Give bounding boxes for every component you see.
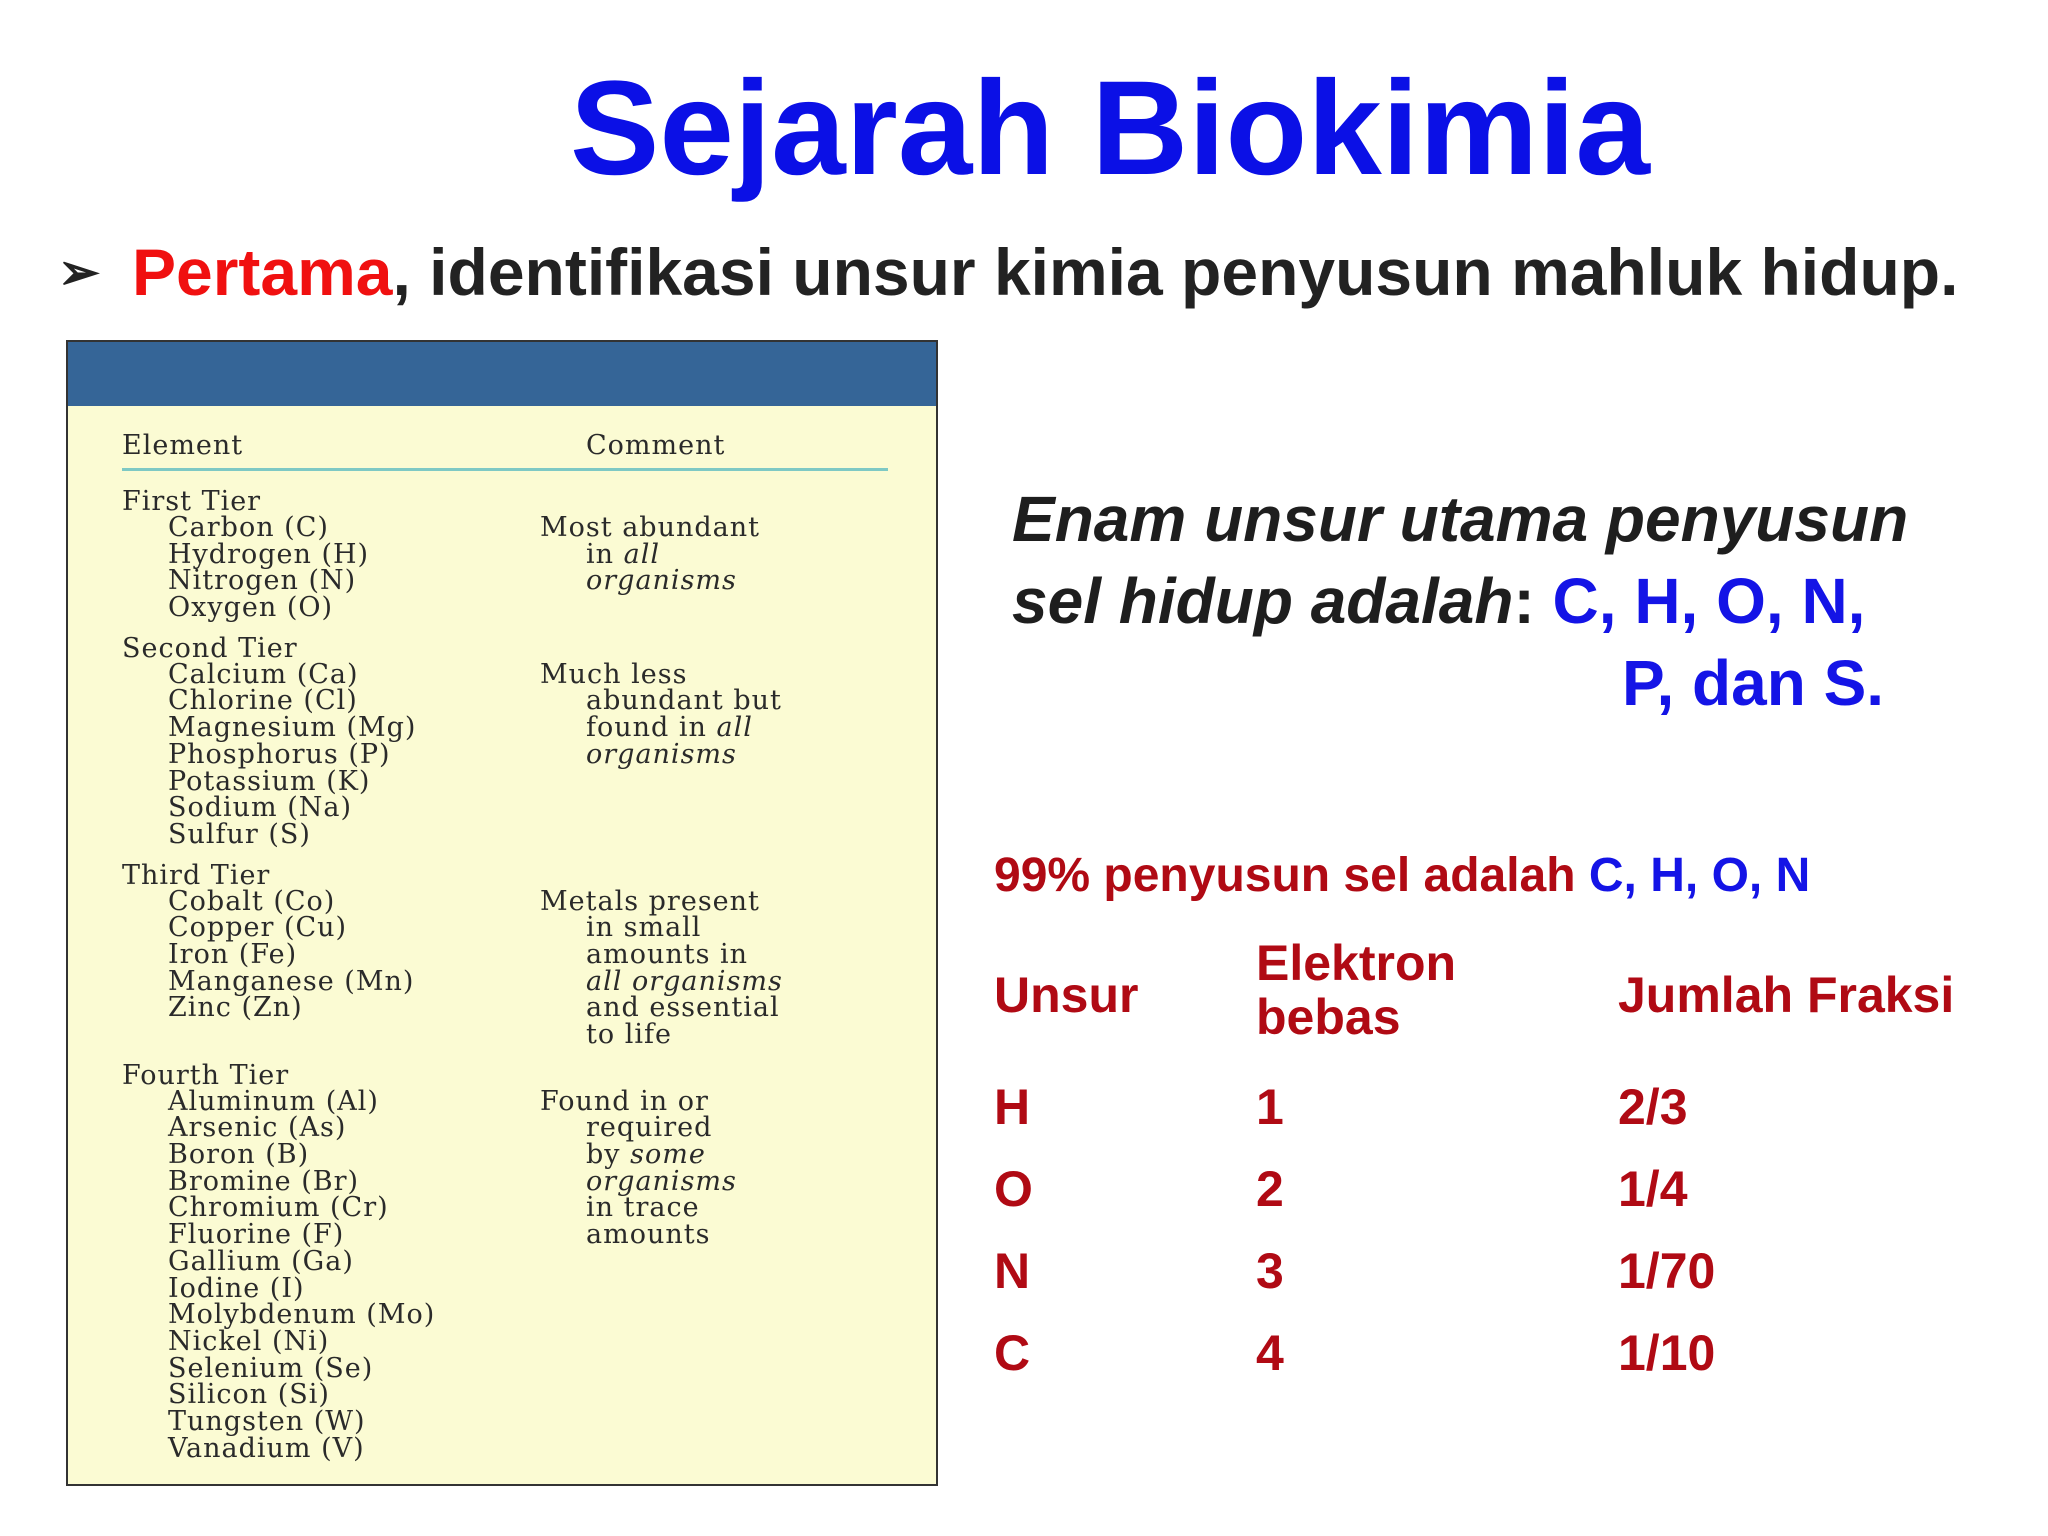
element-entry: Arsenic (As)	[168, 1112, 347, 1144]
element-list-part-2: P, dan S.	[1622, 647, 1885, 719]
comment-line: Much less	[540, 658, 688, 690]
element-entry: Sodium (Na)	[168, 792, 353, 824]
comment-line: organisms	[586, 1165, 737, 1197]
element-entry: Nickel (Ni)	[168, 1325, 330, 1357]
bullet-highlight: Pertama	[132, 235, 393, 309]
arrow-bullet-icon: ➢	[58, 244, 100, 300]
fraction-table-body	[994, 1066, 2014, 1394]
cell-unsur: C	[994, 1325, 1031, 1381]
tier-rows	[122, 885, 898, 1050]
element-entry: Hydrogen (H)	[168, 538, 370, 570]
element-entry: Fluorine (F)	[168, 1219, 345, 1251]
element-column	[122, 1085, 540, 1464]
comment-line: all organisms	[586, 965, 783, 997]
tier-rows	[122, 1085, 898, 1464]
comment-column	[540, 512, 890, 622]
header-unsur: Unsur	[994, 967, 1139, 1023]
element-entry: Iron (Fe)	[168, 938, 298, 970]
cell-unsur: N	[994, 1243, 1031, 1299]
element-entry: Tungsten (W)	[168, 1405, 366, 1437]
element-entry: Selenium (Se)	[168, 1352, 374, 1384]
statement-line-2	[1012, 560, 2012, 642]
tier-block	[122, 486, 898, 624]
tier-block	[122, 1059, 898, 1464]
six-elements-statement	[1012, 478, 2012, 724]
comment-column	[540, 658, 890, 849]
comment-line: Found in or	[540, 1085, 709, 1117]
cell-elektron: 3	[1256, 1243, 1284, 1299]
percent-elements: C, H, O, N	[1588, 849, 1811, 902]
element-entry: Molybdenum (Mo)	[168, 1299, 436, 1331]
bullet-point	[58, 236, 1958, 308]
comment-line: to life	[586, 1019, 672, 1050]
comment-line: organisms	[586, 738, 737, 770]
element-column	[122, 512, 540, 624]
header-rule	[122, 468, 888, 471]
comment-line: organisms	[586, 565, 737, 597]
tier-name: Third Tier	[122, 859, 271, 891]
fraction-table-header	[994, 936, 2014, 1066]
element-entry: Bromine (Br)	[168, 1165, 360, 1197]
element-column	[122, 658, 540, 850]
cell-elektron: 1	[1256, 1079, 1284, 1135]
element-entry: Zinc (Zn)	[168, 992, 303, 1024]
cell-elektron: 4	[1256, 1325, 1284, 1381]
element-entry: Oxygen (O)	[168, 592, 334, 624]
column-header-comment: Comment	[586, 430, 726, 461]
tier-rows	[122, 512, 898, 624]
cell-unsur: H	[994, 1079, 1031, 1135]
comment-line: amounts in	[586, 938, 749, 970]
comment-line: required	[586, 1112, 713, 1144]
tier-name: Second Tier	[122, 632, 298, 664]
element-list-part-1: C, H, O, N,	[1552, 565, 1866, 637]
element-entry: Potassium (K)	[168, 765, 371, 797]
element-entry: Vanadium (V)	[168, 1432, 365, 1464]
comment-line: in trace	[586, 1192, 700, 1224]
statement-line-1: Enam unsur utama penyusun	[1012, 483, 1909, 555]
table-row	[994, 1312, 2014, 1394]
table-column-headers	[122, 430, 898, 466]
element-table-figure	[66, 340, 938, 1486]
statement-italic: sel hidup adalah	[1012, 565, 1514, 637]
header-jumlah-fraksi: Jumlah Fraksi	[1618, 967, 1955, 1023]
comment-line: and essential	[586, 992, 780, 1024]
cell-fraksi: 1/4	[1618, 1161, 1688, 1217]
element-entry: Chromium (Cr)	[168, 1192, 389, 1224]
element-entry: Aluminum (Al)	[168, 1085, 379, 1117]
element-entry: Magnesium (Mg)	[168, 712, 417, 744]
element-entry: Manganese (Mn)	[168, 965, 415, 997]
cell-elektron: 2	[1256, 1161, 1284, 1217]
tier-block	[122, 859, 898, 1050]
cell-fraksi: 1/70	[1618, 1243, 1716, 1299]
comment-line: Most abundant	[540, 512, 760, 543]
cell-fraksi: 1/10	[1618, 1325, 1716, 1381]
element-column	[122, 885, 540, 1049]
comment-column	[540, 885, 890, 1050]
element-entry: Cobalt (Co)	[168, 885, 336, 917]
comment-line: in small	[586, 912, 702, 944]
element-entry: Silicon (Si)	[168, 1379, 330, 1411]
table-row	[994, 1066, 2014, 1148]
comment-line: amounts	[586, 1219, 711, 1251]
bullet-text: , identifikasi unsur kimia penyusun mahluk hidup.	[392, 235, 1959, 309]
comment-line: Metals present	[540, 885, 760, 917]
element-entry: Carbon (C)	[168, 512, 329, 543]
element-entry: Sulfur (S)	[168, 818, 311, 850]
tier-name: Fourth Tier	[122, 1059, 290, 1091]
fraction-table	[994, 936, 2014, 1394]
header-elektron-line2: bebas	[1256, 989, 1401, 1045]
tier-name: First Tier	[122, 486, 262, 517]
percent-text: 99% penyusun sel adalah	[994, 849, 1589, 902]
tier-rows	[122, 658, 898, 850]
element-entry: Calcium (Ca)	[168, 658, 359, 690]
element-entry: Iodine (I)	[168, 1272, 305, 1304]
comment-column	[540, 1085, 890, 1463]
tier-block	[122, 632, 898, 850]
statement-colon: :	[1513, 565, 1553, 637]
comment-line: by some	[586, 1139, 706, 1171]
element-entry: Copper (Cu)	[168, 912, 348, 944]
header-elektron-line1: Elektron	[1256, 935, 1457, 991]
element-entry: Gallium (Ga)	[168, 1245, 354, 1277]
comment-line: in all	[586, 538, 660, 570]
table-header-bar	[68, 342, 936, 406]
table-row	[994, 1148, 2014, 1230]
table-row	[994, 1230, 2014, 1312]
element-entry: Chlorine (Cl)	[168, 685, 358, 717]
cell-unsur: O	[994, 1161, 1033, 1217]
element-entry: Phosphorus (P)	[168, 738, 391, 770]
element-entry: Boron (B)	[168, 1139, 310, 1171]
element-entry: Nitrogen (N)	[168, 565, 357, 597]
column-header-element: Element	[122, 430, 244, 461]
tier-list	[122, 486, 898, 1464]
element-table	[122, 430, 898, 1476]
cell-fraksi: 2/3	[1618, 1079, 1688, 1135]
slide-title: Sejarah Biokimia	[570, 54, 1650, 203]
header-elektron-bebas	[1256, 936, 1456, 1044]
comment-line: found in all	[586, 712, 753, 744]
percent-statement	[994, 848, 1810, 904]
comment-line: abundant but	[586, 685, 782, 717]
